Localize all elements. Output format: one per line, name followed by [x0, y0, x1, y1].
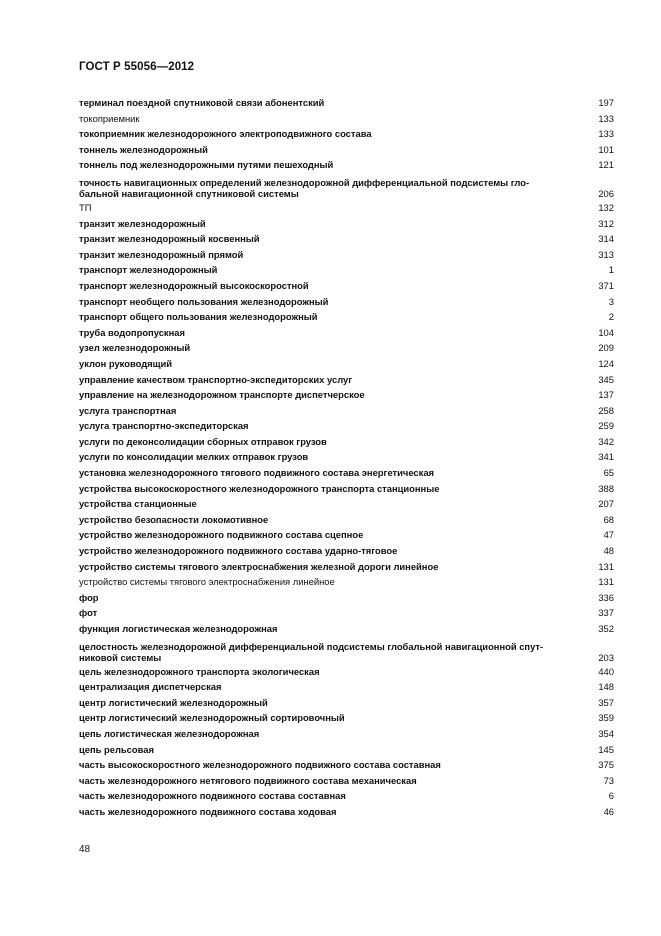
index-page: 2 [608, 311, 614, 323]
index-term: устройство системы тягового электроснабжения железной дороги линейное [79, 560, 439, 572]
index-page: 359 [598, 712, 614, 724]
index-page: 342 [598, 435, 614, 447]
index-entry [79, 262, 614, 278]
index-term: фот [79, 607, 98, 619]
index-entry [79, 387, 614, 403]
index-term: централизация диспетчерская [79, 681, 222, 693]
index-entry [79, 247, 614, 263]
index-term: устройства высокоскоростного железнодорожного транспорта станционные [79, 482, 440, 494]
index-entry [79, 574, 614, 590]
index-page: 375 [598, 759, 614, 771]
index-term: функция логистическая железнодорожная [79, 623, 278, 634]
index-entry [79, 543, 614, 559]
document-header: ГОСТ Р 55056—2012 [79, 61, 195, 73]
index-entry [79, 111, 614, 127]
index-entry [79, 621, 614, 637]
index-term: часть железнодорожного подвижного состава составная [79, 790, 346, 802]
index-term: узел железнодорожный [79, 342, 191, 354]
index-entry [79, 605, 614, 621]
index-term: устройство железнодорожного подвижного состава сцепное [79, 529, 364, 541]
index-term: центр логистический железнодорожный [79, 696, 268, 708]
index-entry [79, 95, 614, 111]
index-page: 371 [598, 279, 614, 291]
index-term: транспорт необщего пользования железнодорожный [79, 295, 329, 307]
index-page: 1 [608, 264, 614, 276]
index-term: часть высокоскоростного железнодорожного подвижного состава составная [79, 759, 441, 771]
index-entry [79, 496, 614, 512]
index-page: 145 [598, 743, 614, 755]
index-term: транспорт железнодорожный высокоскоростной [79, 279, 309, 291]
index-term: транспорт железнодорожный [79, 264, 218, 276]
index-entry [79, 434, 614, 450]
index-page: 131 [598, 576, 614, 588]
index-page: 203 [598, 651, 614, 663]
index-entry [79, 356, 614, 372]
index-entry [79, 173, 614, 200]
index-entry [79, 157, 614, 173]
index-term: центр логистический железнодорожный сортировочный [79, 712, 345, 724]
index-term: транзит железнодорожный косвенный [79, 233, 260, 245]
index-page: 388 [598, 482, 614, 494]
index-page: 65 [603, 467, 614, 479]
index-term: устройство железнодорожного подвижного состава ударно-тяговое [79, 545, 398, 557]
index-entry [79, 372, 614, 388]
index-entry [79, 637, 614, 664]
index-entry [79, 294, 614, 310]
index-page: 73 [603, 774, 614, 786]
index-term: уклон руководящий [79, 357, 173, 369]
index-entry [79, 126, 614, 142]
index-term-line: точность навигационных определений железнодорожной дифференциальной подсистемы гло- [79, 176, 530, 188]
index-entry [79, 788, 614, 804]
index-page: 68 [603, 513, 614, 525]
index-entry [79, 664, 614, 680]
index-page: 132 [598, 201, 614, 213]
index-page: 440 [598, 665, 614, 677]
index-page: 101 [598, 143, 614, 155]
index-term: услуга транспортно-экспедиторская [79, 420, 249, 432]
index-term: транспорт общего пользования железнодорожный [79, 311, 318, 323]
index-page: 354 [598, 727, 614, 739]
index-page: 313 [598, 248, 614, 260]
index-page: 6 [608, 790, 614, 802]
index-page: 357 [598, 696, 614, 708]
index-term: услуга транспортная [79, 404, 177, 416]
index-term: цепь логистическая железнодорожная [79, 727, 260, 739]
index-term: транзит железнодорожный прямой [79, 248, 244, 260]
index-term [79, 177, 574, 199]
index-term: токоприемник [79, 112, 140, 124]
index-entry [79, 527, 614, 543]
index-page: 133 [598, 128, 614, 140]
index-page: 345 [598, 373, 614, 385]
index-term: фор [79, 591, 99, 603]
index-page: 197 [598, 97, 614, 108]
index-entry [79, 403, 614, 419]
index-page: 46 [603, 805, 614, 817]
index-page: 337 [598, 607, 614, 619]
index-term: цепь рельсовая [79, 743, 154, 755]
index-entry [79, 309, 614, 325]
index-term: управление на железнодорожном транспорте диспетчерское [79, 389, 365, 401]
index-entry [79, 325, 614, 341]
index-page: 336 [598, 591, 614, 603]
index-page: 48 [603, 545, 614, 557]
index-entry [79, 559, 614, 575]
index-entry [79, 757, 614, 773]
index-page: 207 [598, 498, 614, 510]
index-term: услуги по консолидации мелких отправок грузов [79, 451, 309, 463]
index-page: 137 [598, 389, 614, 401]
index-page: 314 [598, 233, 614, 245]
index-term: терминал поездной спутниковой связи абонентский [79, 97, 325, 108]
index-term-line: целостность железнодорожной дифференциальной подсистемы глобальной навигационной спут- [79, 640, 544, 652]
index-term: устройство системы тягового электроснабжения линейное [79, 576, 335, 588]
index-term: устройства станционные [79, 498, 197, 510]
index-term [79, 641, 574, 663]
page-number: 48 [79, 844, 91, 855]
index-page: 209 [598, 342, 614, 354]
index-page: 104 [598, 326, 614, 338]
index-entry [79, 200, 614, 216]
index-page: 124 [598, 357, 614, 369]
index-entry [79, 449, 614, 465]
index-page: 259 [598, 420, 614, 432]
index-entry [79, 695, 614, 711]
index-term: установка железнодорожного тягового подвижного состава энергетическая [79, 467, 435, 479]
index-term-line: бальной навигационной спутниковой системы [79, 187, 299, 199]
index-entry [79, 726, 614, 742]
index-entry [79, 142, 614, 158]
index-entry [79, 278, 614, 294]
index-page: 206 [598, 187, 614, 199]
index-entry [79, 216, 614, 232]
index-entry [79, 481, 614, 497]
term-index [79, 95, 614, 820]
index-page: 341 [598, 451, 614, 463]
index-entry [79, 465, 614, 481]
index-term: труба водопропускная [79, 326, 185, 338]
index-entry [79, 512, 614, 528]
index-term: ТП [79, 201, 92, 213]
index-entry [79, 804, 614, 820]
index-page: 131 [598, 560, 614, 572]
index-page: 47 [603, 529, 614, 541]
index-page: 352 [598, 623, 614, 634]
index-term: транзит железнодорожный [79, 217, 206, 229]
index-term: токоприемник железнодорожного электроподвижного состава [79, 128, 372, 140]
index-page: 121 [598, 159, 614, 171]
index-entry [79, 773, 614, 789]
index-entry [79, 679, 614, 695]
index-entry [79, 590, 614, 606]
index-term: цель железнодорожного транспорта экологическая [79, 665, 320, 677]
index-page: 133 [598, 112, 614, 124]
index-page: 3 [608, 295, 614, 307]
index-term: устройство безопасности локомотивное [79, 513, 269, 525]
index-term: тоннель железнодорожный [79, 143, 208, 155]
index-term: услуги по деконсолидации сборных отправок грузов [79, 435, 327, 447]
index-page: 258 [598, 404, 614, 416]
index-term: часть железнодорожного подвижного состава ходовая [79, 805, 337, 817]
index-page: 148 [598, 681, 614, 693]
index-entry [79, 418, 614, 434]
index-term: управление качеством транспортно-экспедиторских услуг [79, 373, 353, 385]
index-entry [79, 710, 614, 726]
index-term: тоннель под железнодорожными путями пешеходный [79, 159, 334, 171]
index-term-line: никовой системы [79, 651, 162, 663]
index-entry [79, 231, 614, 247]
index-entry [79, 340, 614, 356]
index-term: часть железнодорожного нетягового подвижного состава механическая [79, 774, 417, 786]
index-page: 312 [598, 217, 614, 229]
index-entry [79, 742, 614, 758]
